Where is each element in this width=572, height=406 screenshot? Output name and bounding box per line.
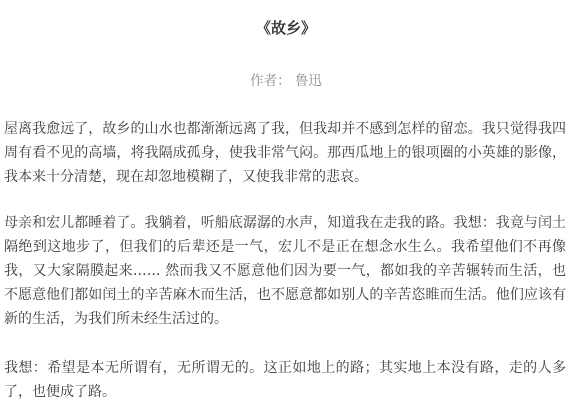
paragraph-3: 我想：希望是本无所谓有，无所谓无的。这正如地上的路；其实地上本没有路，走的人多了，也便成了路。 <box>4 360 566 400</box>
paragraph-2: 母亲和宏儿都睡着了。我躺着，听船底潺潺的水声，知道我在走我的路。我想：我竟与闰土隔绝到这地步了，但我们的后辈还是一气，宏儿不是正在想念水生么。我希望他们不再像我，又大家隔膜起来.….. 然而我又不愿意他们因为要一气，都如我的辛苦辗转而生活，也不愿意他们都如闰土的辛苦麻木而生活，也不愿意都如别人的辛苦恣睢而生活。他们应该有新的生活，为我们所未经生活过的。 <box>4 215 566 327</box>
article-author: 作者： 鲁迅 <box>250 73 322 89</box>
paragraph-1: 屋离我愈远了，故乡的山水也都渐渐远离了我，但我却并不感到怎样的留恋。我只觉得我四周有看不见的高墙，将我隔成孤身，使我非常气闷。那西瓜地上的银项圈的小英雄的影像，我本来十分清楚，现在却忽地模糊了，又使我非常的悲哀。 <box>4 121 566 185</box>
article-title: 《故乡》 <box>255 19 316 37</box>
